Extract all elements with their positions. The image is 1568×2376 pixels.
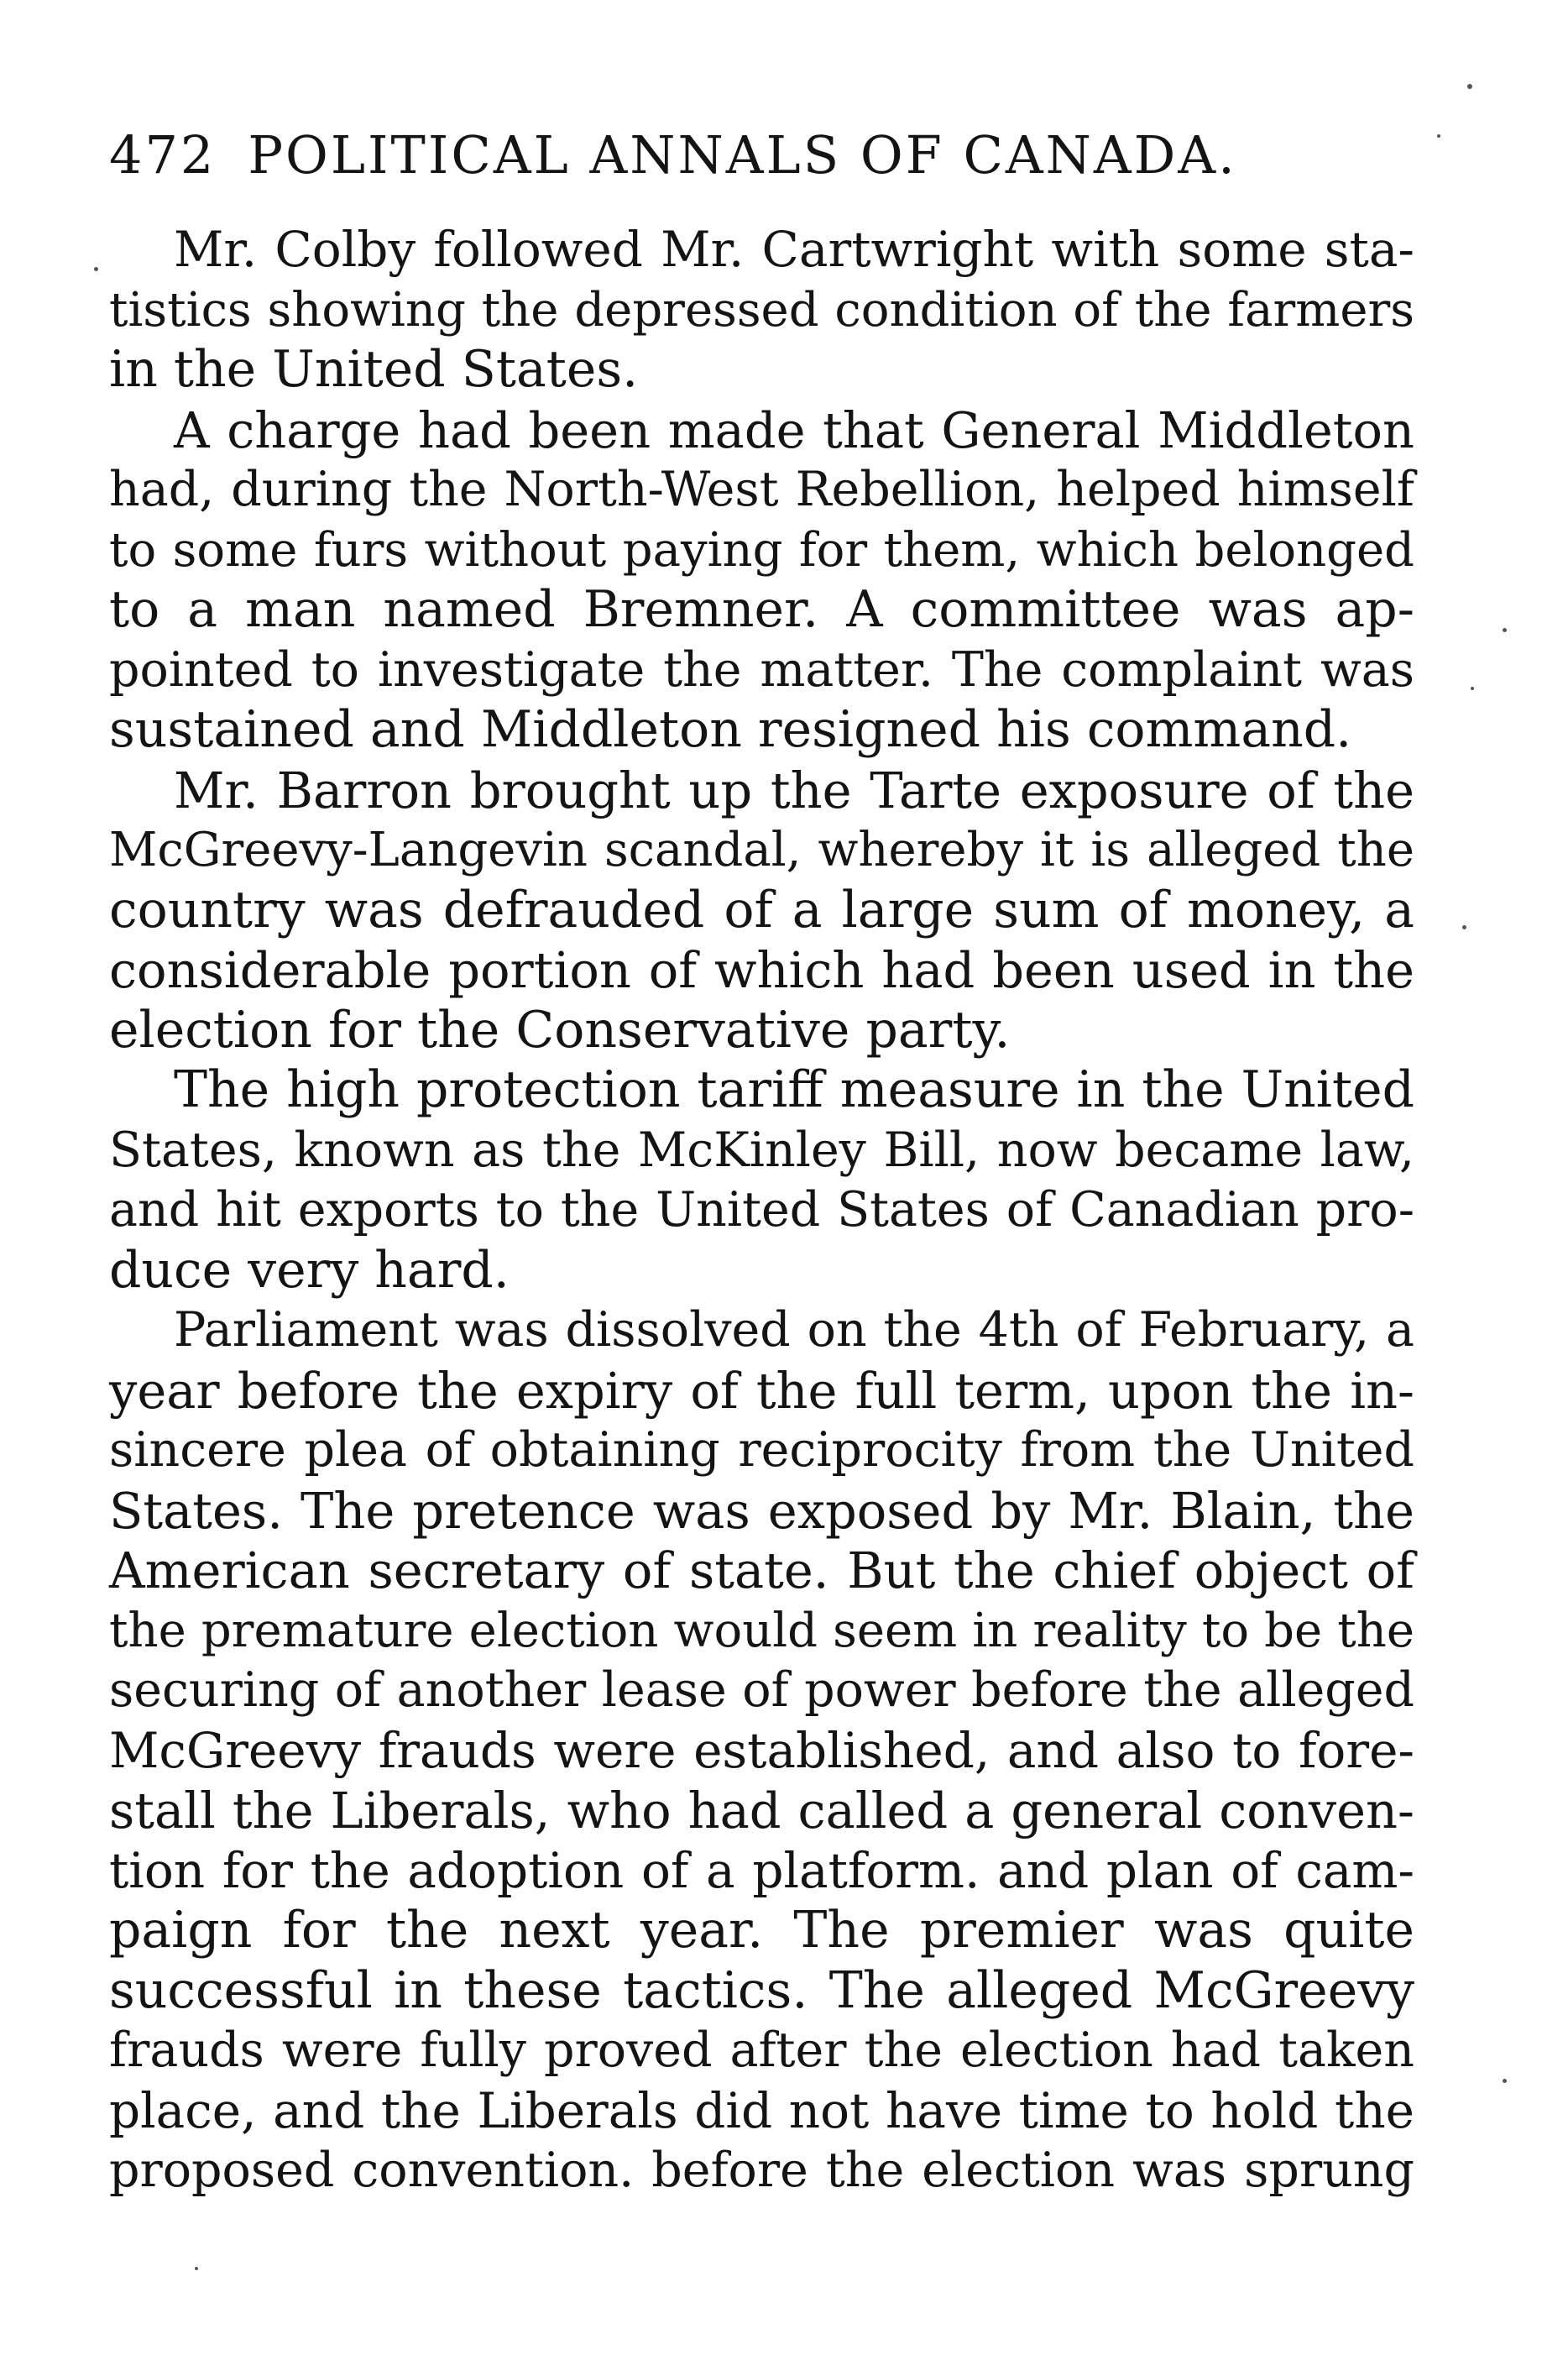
scan-speck [1437,134,1440,138]
running-header [109,118,1419,193]
text-line: paign for the next year. The premier was quite [109,1901,1414,1960]
text-line: election for the Conservative party. [109,1000,1011,1060]
scan-speck [1462,925,1466,929]
text-line: frauds were fully proved after the election had taken [109,2023,1414,2078]
text-line: securing of another lease of power before the alleged [109,1662,1414,1718]
scan-speck [1503,628,1507,632]
text-line: McGreevy-Langevin scandal, whereby it is alleged the [109,823,1414,877]
scan-speck [195,2267,198,2270]
text-line: tistics showing the depressed condition of the farmers [109,282,1414,338]
text-line: States, known as the McKinley Bill, now became law, [109,1122,1414,1178]
text-line: Mr. Colby followed Mr. Cartwright with some sta- [174,221,1414,278]
text-line: considerable portion of which had been used in the [109,941,1414,999]
text-line: year before the expiry of the full term, upon the in- [109,1361,1414,1420]
text-line: pointed to investigate the matter. The complaint was [109,641,1414,698]
scan-speck [1471,687,1474,690]
text-line: A charge had been made that General Middleton [174,400,1414,459]
text-line: the premature election would seem in reality to be the [109,1603,1414,1658]
running-title: POLITICAL ANNALS OF CANADA. [248,124,1237,186]
text-line: in the United States. [109,340,639,399]
text-line: proposed convention. before the election was sprung [109,2143,1414,2198]
page-number: 472 [109,124,217,186]
text-line: country was defrauded of a large sum of money, a [109,880,1414,939]
text-line: to a man named Bremner. A committee was ap- [109,580,1414,639]
text-line: stall the Liberals, who had called a general conven- [109,1782,1414,1840]
text-line: American secretary of state. But the chief object of [109,1541,1414,1599]
body-text [109,220,1414,2201]
text-line: Parliament was dissolved on the 4th of February, a [174,1302,1414,1358]
text-line: The high protection tariff measure in the United [174,1060,1414,1119]
scan-speck [94,267,98,271]
text-line: successful in these tactics. The alleged McGreevy [109,1960,1414,2020]
text-line: to some furs without paying for them, which belonged [109,522,1414,578]
text-line: McGreevy frauds were established, and also to fore- [109,1721,1414,1779]
text-line: duce very hard. [109,1240,510,1300]
text-line: sustained and Middleton resigned his command. [109,700,1352,759]
text-line: States. The pretence was exposed by Mr. Blain, the [109,1481,1414,1540]
text-line: and hit exports to the United States of Canadian pro- [109,1182,1414,1238]
scan-speck [1503,2079,1507,2083]
text-line: Mr. Barron brought up the Tarte exposure of the [174,761,1414,819]
text-line: sincere plea of obtaining reciprocity from the United [109,1422,1414,1478]
text-line: tion for the adoption of a platform. and plan of cam- [109,1841,1414,1899]
text-line: place, and the Liberals did not have time to hold the [109,2081,1414,2139]
text-line: had, during the North-West Rebellion, helped himself [109,462,1414,517]
scan-speck [1467,84,1472,89]
